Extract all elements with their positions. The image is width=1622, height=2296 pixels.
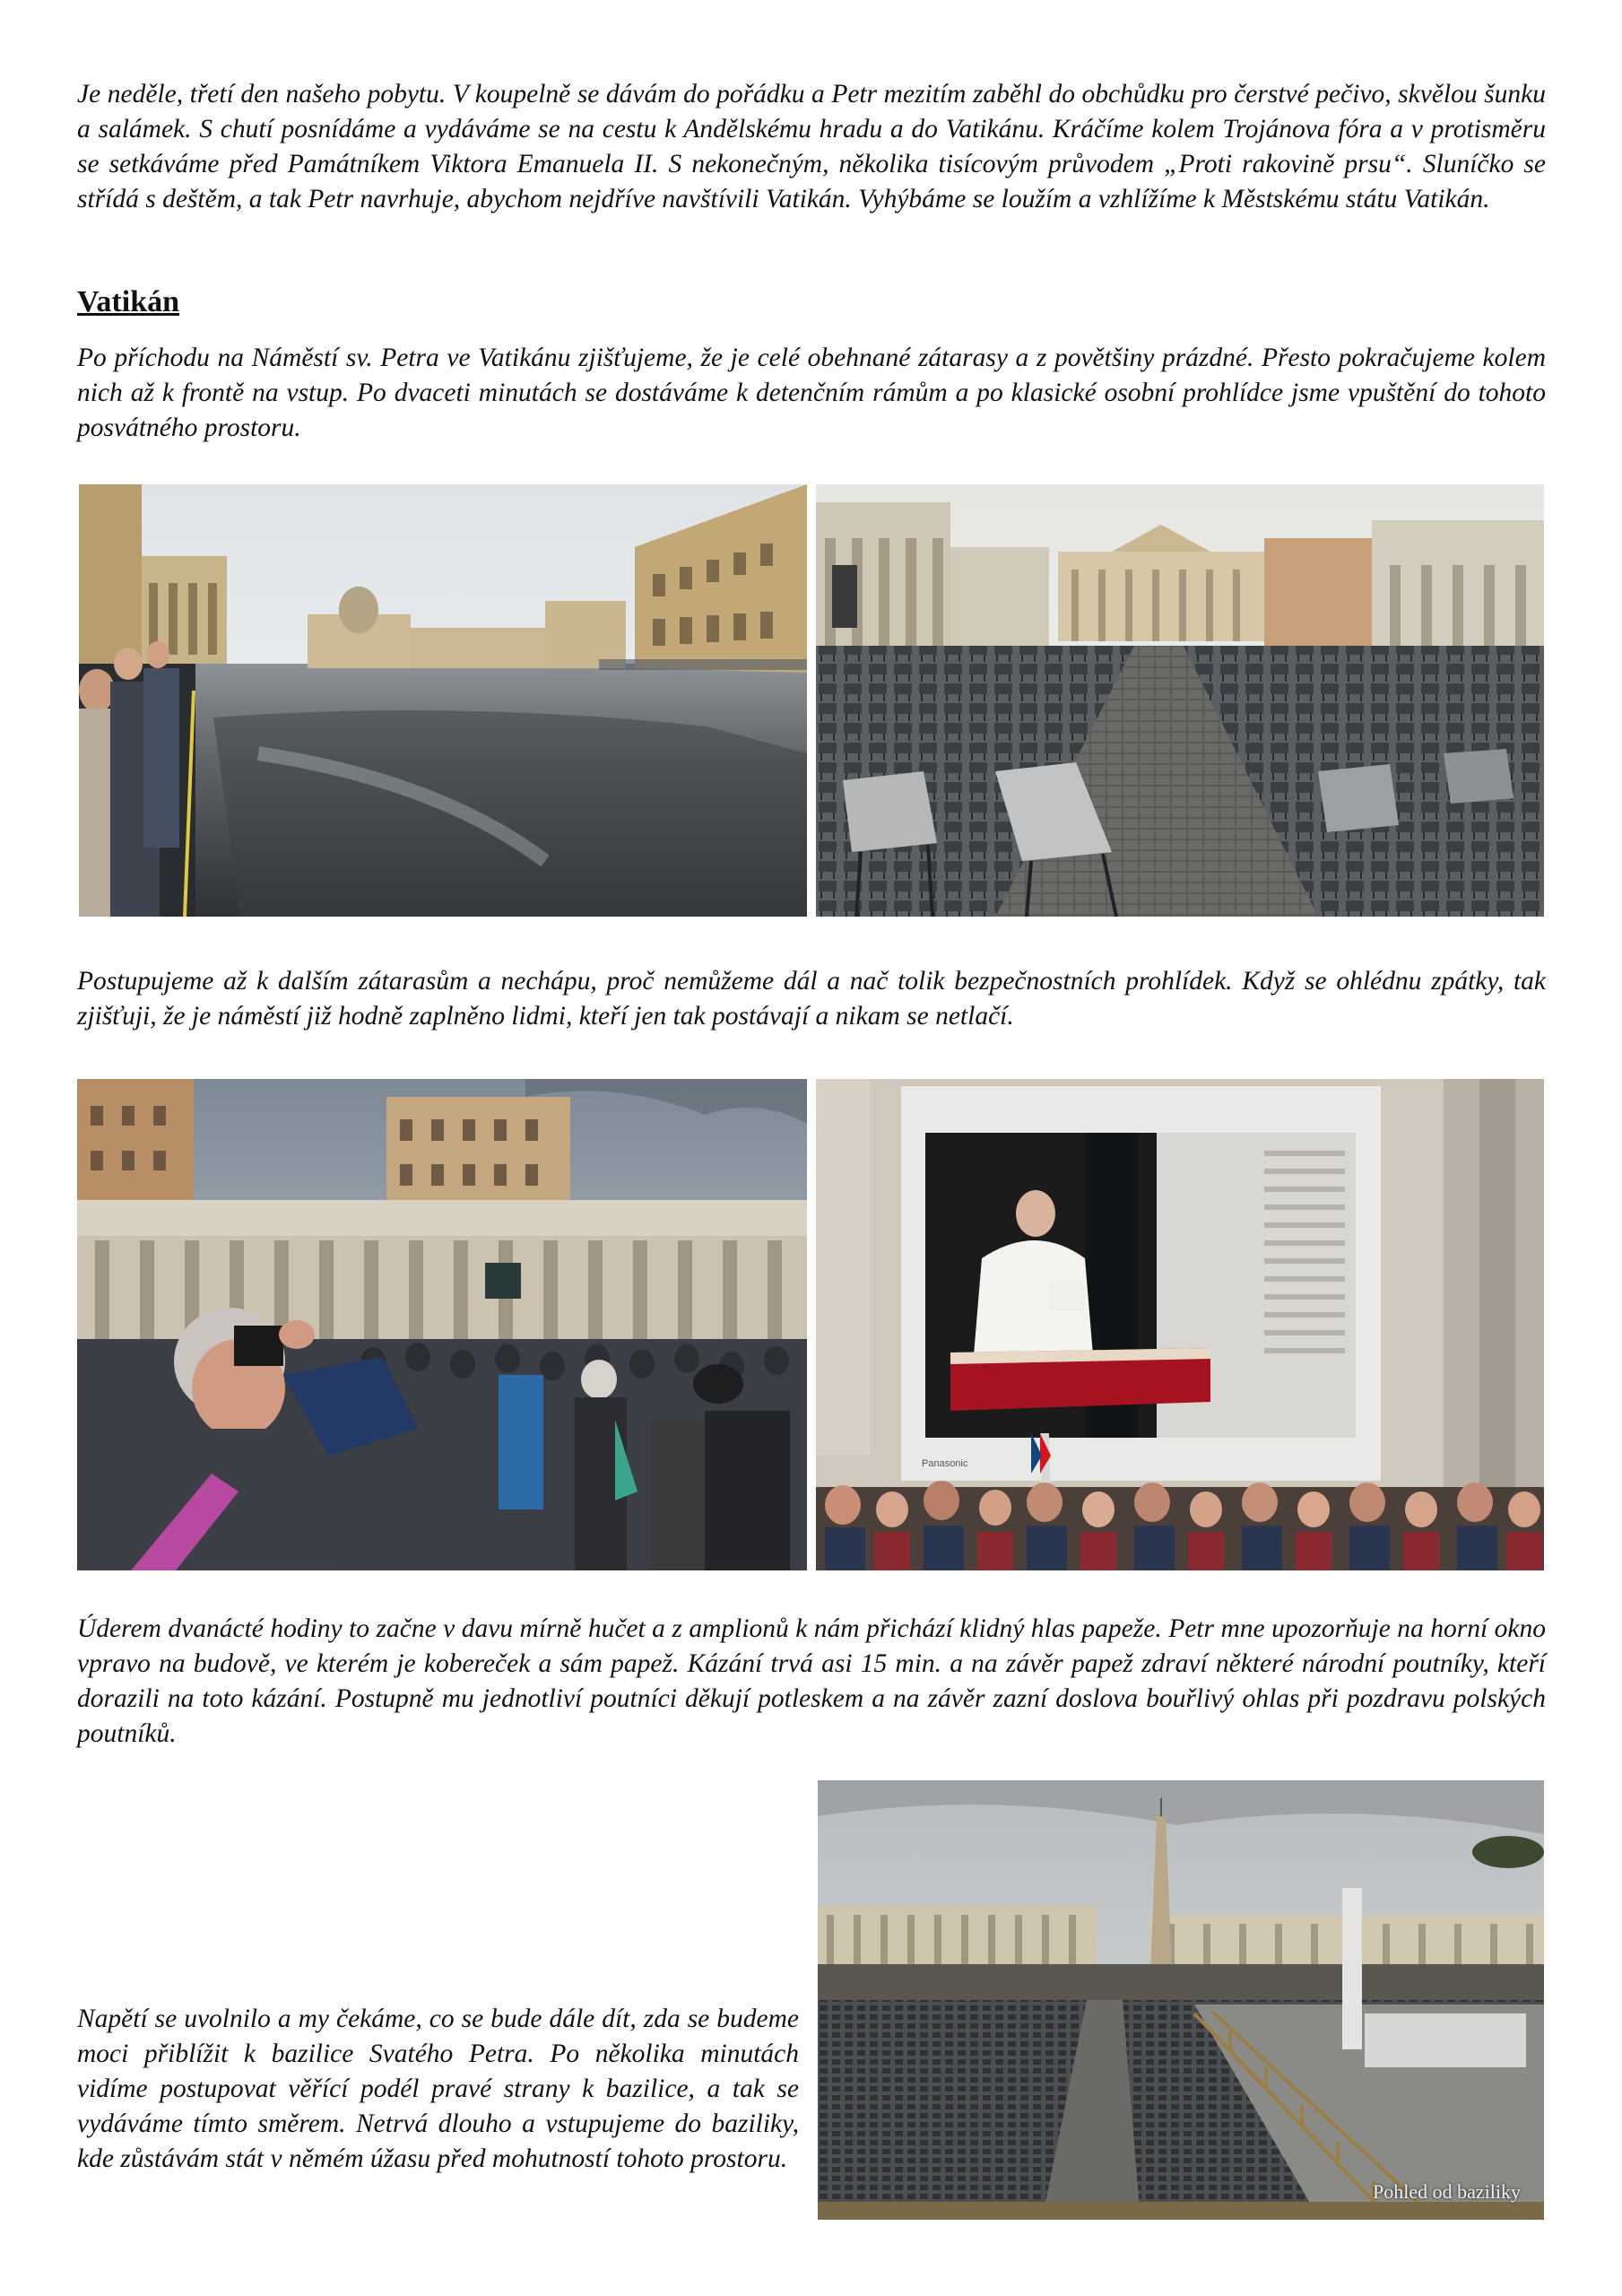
pope-paragraph: Úderem dvanácté hodiny to začne v davu mírně hučet a z amplionů k nám přichází klidný hlas papeže. Petr mne upozorňuje na horní okno vpravo na budově, ve kterém je kobereček a sám papež. Kázání trvá asi 15 min. a na závěr papež zdraví některé národní poutníky, kteří dorazili na toto kázání. Postupně mu jednotliví poutníci děkují potleskem a na závěr zazní doslova bouřlivý ohlas při pozdravu polských poutníků. [77,1614,1546,1748]
photo-empty-chairs [816,484,1544,917]
intro-paragraph: Je neděle, třetí den našeho pobytu. V koupelně se dávám do pořádku a Petr mezitím zaběhl do obchůdku pro čerstvé pečivo, skvělou šunku a salámek. S chutí posnídáme a vydáváme se na cestu k Andělskému hradu a do Vatikánu. Kráčíme kolem Trojánova fóra a v protisměru se setkáváme před Památníkem Viktora Emanuela II. S nekonečným, několika tisícovým průvodem „Proti rakovině prsu“. Sluníčko se střídá s deštěm, a tak Petr navrhuje, abychom nejdříve navštívili Vatikán. Vyhýbáme se loužím a vzhlížíme k Městskému státu Vatikán. [77,80,1546,213]
basilica-paragraph: Napětí se uvolnilo a my čekáme, co se bude dále dít, zda se budeme moci přiblížit k bazilice Svatého Petra. Po několika minutách vidíme postupovat věřící podél pravé strany k bazilice, a tak se vydáváme tímto směrem. Netrvá dlouho a vstupujeme do baziliky, kde zůstávám stát v němém úžasu před mohutností tohoto prostoru. [77,2005,799,2173]
screen-brand-label: Panasonic [922,1458,968,1469]
photo-crowd-photographer [77,1079,807,1570]
photo-pope-screen [816,1079,1544,1570]
section-heading-vatican: Vatikán [77,285,180,318]
photo-caption: Pohled od baziliky [1373,2180,1521,2203]
arrival-paragraph: Po příchodu na Náměstí sv. Petra ve Vatikánu zjišťujeme, že je celé obehnané zátarasy a z povětšiny prázdné. Přesto pokračujeme kolem nich až k frontě na vstup. Po dvaceti minutách se dostáváme k detenčním rámům a po klasické osobní prohlídce jsme vpuštění do tohoto posvátného prostoru. [77,344,1546,442]
barriers-paragraph: Postupujeme až k dalším zátarasům a nechápu, proč nemůžeme dál a nač tolik bezpečnostních prohlídek. Když se ohlédnu zpátky, tak zjišťuji, že je náměstí již hodně zaplněno lidmi, kteří jen tak postávají a nikam se netlačí. [77,967,1546,1031]
photo-obelisk-view [818,1780,1544,2220]
photo-wet-square-queue [79,484,807,917]
